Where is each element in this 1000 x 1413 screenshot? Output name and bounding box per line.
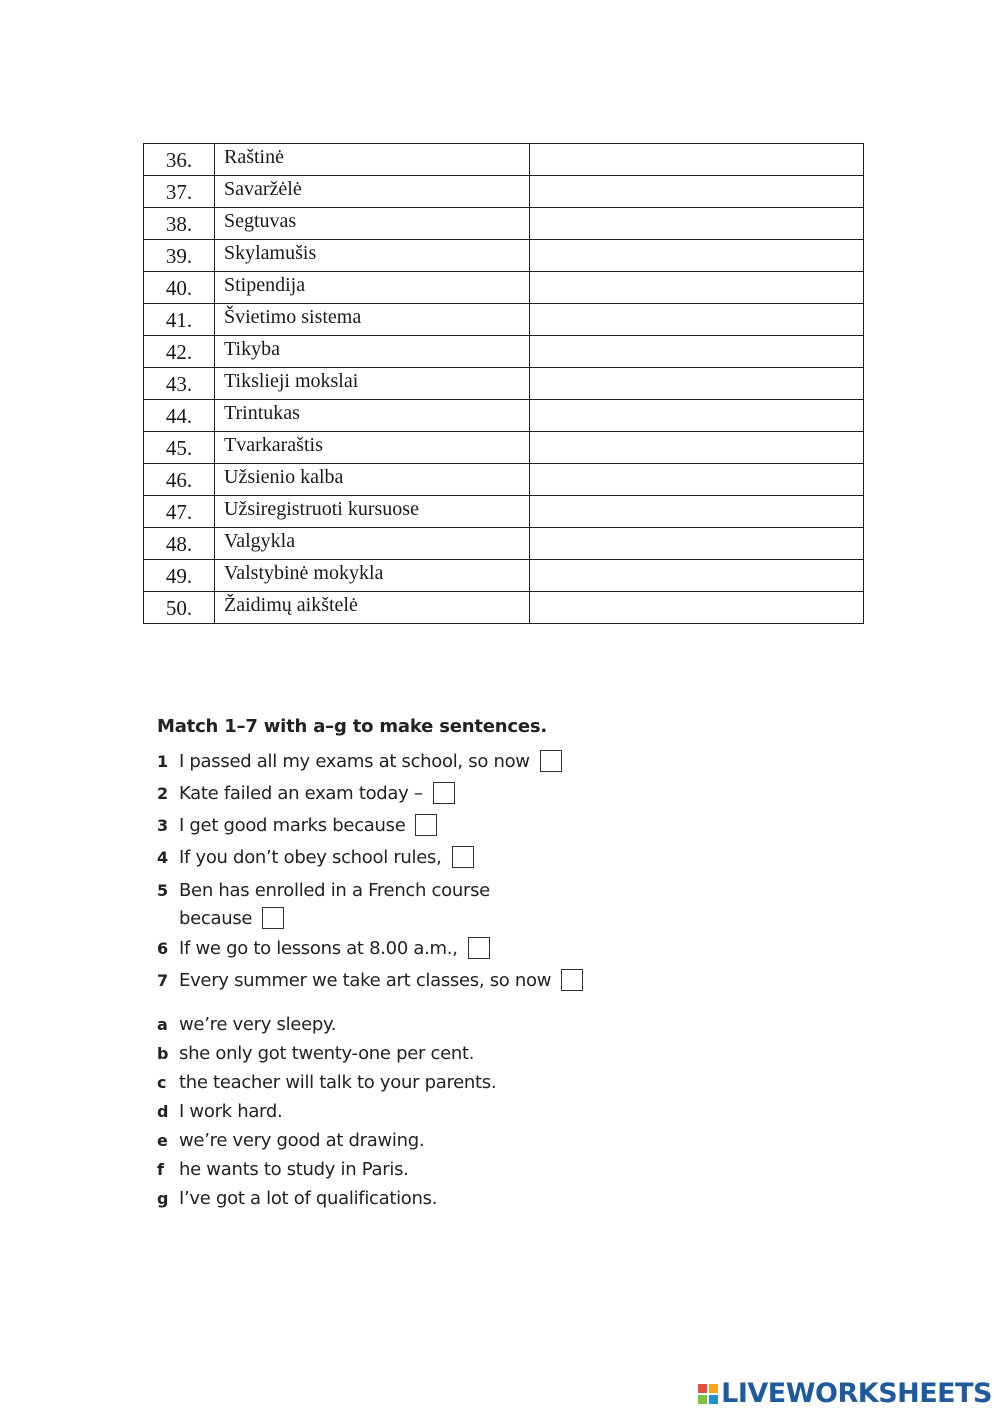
- answer-cell: [530, 368, 864, 400]
- answer-box[interactable]: [468, 937, 490, 959]
- answer-cell: [530, 592, 864, 624]
- answer-cell: [530, 336, 864, 368]
- answer-cell: [530, 464, 864, 496]
- option-letter: f: [157, 1160, 164, 1179]
- item-number: 7: [157, 970, 169, 990]
- row-number: 43.: [144, 368, 215, 400]
- table-row: [144, 528, 864, 560]
- answer-cell: [530, 240, 864, 272]
- answer-input[interactable]: [530, 240, 863, 271]
- table-row: [144, 464, 864, 496]
- list-item: [157, 777, 757, 809]
- item-number: 5: [157, 880, 169, 900]
- answer-box[interactable]: [415, 814, 437, 836]
- table-row: [144, 272, 864, 304]
- answer-cell: [530, 176, 864, 208]
- vocabulary-table: [143, 143, 864, 624]
- row-number: 38.: [144, 208, 215, 240]
- answer-cell: [530, 400, 864, 432]
- answer-box[interactable]: [433, 782, 455, 804]
- item-number: 6: [157, 938, 169, 958]
- answer-input[interactable]: [530, 432, 863, 463]
- answer-box[interactable]: [262, 907, 284, 929]
- row-number: 37.: [144, 176, 215, 208]
- row-number: 42.: [144, 336, 215, 368]
- table-row: [144, 176, 864, 208]
- item-text: If we go to lessons at 8.00 a.m.,: [179, 937, 458, 959]
- answer-input[interactable]: [530, 528, 863, 559]
- answer-input[interactable]: [530, 368, 863, 399]
- answer-cell: [530, 496, 864, 528]
- table-row: [144, 496, 864, 528]
- item-text: Ben has enrolled in a French course: [179, 879, 490, 901]
- row-number: 39.: [144, 240, 215, 272]
- answer-input[interactable]: [530, 560, 863, 591]
- table-row: [144, 400, 864, 432]
- list-item: [157, 1068, 757, 1097]
- logo-text: LIVEWORKSHEETS: [721, 1378, 992, 1409]
- row-number: 41.: [144, 304, 215, 336]
- row-number: 49.: [144, 560, 215, 592]
- row-number: 40.: [144, 272, 215, 304]
- answer-input[interactable]: [530, 336, 863, 367]
- option-text: she only got twenty-one per cent.: [179, 1043, 475, 1064]
- item-text: Kate failed an exam today –: [179, 782, 423, 804]
- answer-input[interactable]: [530, 176, 863, 207]
- list-item: [157, 1010, 757, 1039]
- lithuanian-word: Skylamušis: [215, 240, 530, 272]
- item-text: If you don’t obey school rules,: [179, 846, 442, 868]
- row-number: 50.: [144, 592, 215, 624]
- item-text: Every summer we take art classes, so now: [179, 969, 552, 991]
- table-row: [144, 336, 864, 368]
- option-letter: c: [157, 1073, 167, 1092]
- answer-input[interactable]: [530, 272, 863, 303]
- table-row: [144, 304, 864, 336]
- list-item: [157, 1097, 757, 1126]
- matching-exercise: [157, 716, 757, 1213]
- row-number: 36.: [144, 144, 215, 176]
- option-text: the teacher will talk to your parents.: [179, 1072, 497, 1093]
- table-row: [144, 560, 864, 592]
- list-item: [157, 873, 757, 932]
- option-letter: d: [157, 1102, 169, 1121]
- row-number: 48.: [144, 528, 215, 560]
- answer-input[interactable]: [530, 400, 863, 431]
- list-item: [157, 1184, 757, 1213]
- option-letter: e: [157, 1131, 168, 1150]
- option-text: he wants to study in Paris.: [179, 1159, 409, 1180]
- logo-mark-icon: [698, 1384, 718, 1404]
- table-row: [144, 368, 864, 400]
- row-number: 44.: [144, 400, 215, 432]
- lithuanian-word: Užsienio kalba: [215, 464, 530, 496]
- liveworksheets-logo[interactable]: [698, 1378, 992, 1409]
- list-item: [157, 841, 757, 873]
- answer-cell: [530, 144, 864, 176]
- answer-cell: [530, 528, 864, 560]
- lithuanian-word: Savaržėlė: [215, 176, 530, 208]
- sentence-endings: [157, 1010, 757, 1213]
- option-letter: b: [157, 1044, 169, 1063]
- lithuanian-word: Žaidimų aikštelė: [215, 592, 530, 624]
- table-row: [144, 208, 864, 240]
- list-item: [157, 932, 757, 964]
- item-text: I get good marks because: [179, 814, 406, 836]
- table-row: [144, 144, 864, 176]
- lithuanian-word: Stipendija: [215, 272, 530, 304]
- lithuanian-word: Užsiregistruoti kursuose: [215, 496, 530, 528]
- answer-input[interactable]: [530, 208, 863, 239]
- row-number: 46.: [144, 464, 215, 496]
- option-text: I work hard.: [179, 1101, 283, 1122]
- answer-cell: [530, 432, 864, 464]
- item-number: 4: [157, 847, 169, 867]
- item-number: 1: [157, 751, 169, 771]
- lithuanian-word: Trintukas: [215, 400, 530, 432]
- answer-box[interactable]: [540, 750, 562, 772]
- list-item: [157, 1039, 757, 1068]
- table-row: [144, 432, 864, 464]
- lithuanian-word: Segtuvas: [215, 208, 530, 240]
- answer-input[interactable]: [530, 304, 863, 335]
- answer-input[interactable]: [530, 592, 863, 623]
- option-text: I’ve got a lot of qualifications.: [179, 1188, 438, 1209]
- answer-input[interactable]: [530, 144, 863, 175]
- answer-cell: [530, 560, 864, 592]
- answer-input[interactable]: [530, 496, 863, 527]
- lithuanian-word: Valgykla: [215, 528, 530, 560]
- answer-cell: [530, 272, 864, 304]
- lithuanian-word: Valstybinė mokykla: [215, 560, 530, 592]
- item-text-continuation: because: [179, 907, 253, 929]
- option-text: we’re very good at drawing.: [179, 1130, 425, 1151]
- option-text: we’re very sleepy.: [179, 1014, 337, 1035]
- table-row: [144, 592, 864, 624]
- option-letter: a: [157, 1015, 168, 1034]
- item-number: 2: [157, 783, 169, 803]
- answer-cell: [530, 208, 864, 240]
- answer-cell: [530, 304, 864, 336]
- table-row: [144, 240, 864, 272]
- answer-input[interactable]: [530, 464, 863, 495]
- lithuanian-word: Tikslieji mokslai: [215, 368, 530, 400]
- list-item: [157, 745, 757, 777]
- option-letter: g: [157, 1189, 169, 1208]
- list-item: [157, 809, 757, 841]
- item-number: 3: [157, 815, 169, 835]
- lithuanian-word: Tikyba: [215, 336, 530, 368]
- lithuanian-word: Švietimo sistema: [215, 304, 530, 336]
- answer-box[interactable]: [452, 846, 474, 868]
- item-text: I passed all my exams at school, so now: [179, 750, 530, 772]
- lithuanian-word: Tvarkaraštis: [215, 432, 530, 464]
- exercise-title: Match 1–7 with a–g to make sentences.: [157, 716, 548, 737]
- lithuanian-word: Raštinė: [215, 144, 530, 176]
- answer-box[interactable]: [561, 969, 583, 991]
- list-item: [157, 964, 757, 996]
- row-number: 47.: [144, 496, 215, 528]
- row-number: 45.: [144, 432, 215, 464]
- list-item: [157, 1155, 757, 1184]
- sentence-starts: [157, 745, 757, 996]
- list-item: [157, 1126, 757, 1155]
